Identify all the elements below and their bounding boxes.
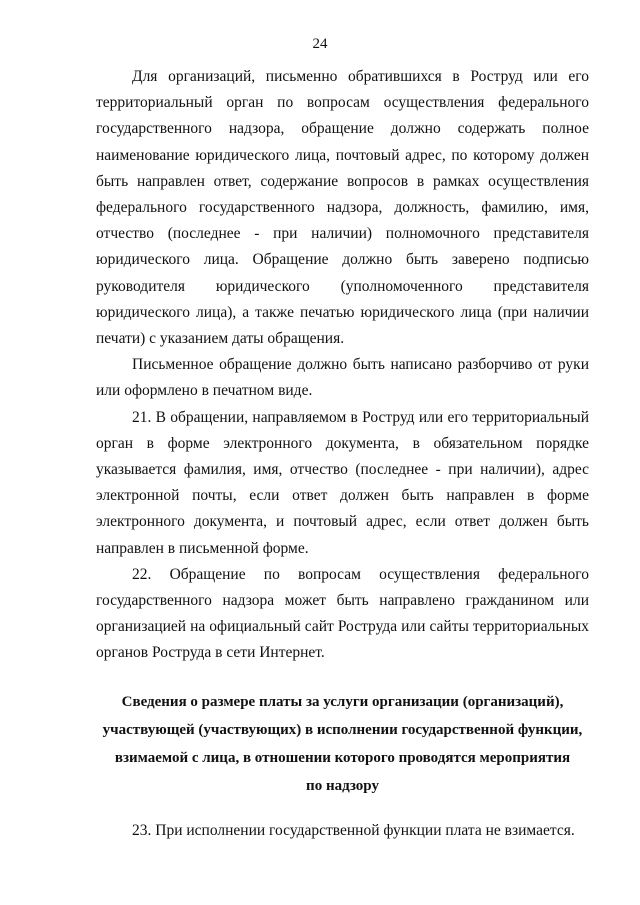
body-text — [96, 64, 589, 667]
paragraph: 22. Обращение по вопросам осуществления федерального государственного надзора может быть направлено гражданином или организацией на официальный сайт Роструда или сайты территориальных органов Роструда в сети Интернет. — [96, 565, 589, 662]
section-heading-line: Сведения о размере платы за услуги организации (организаций), — [121, 694, 564, 710]
section-heading-line: по надзору — [306, 778, 379, 794]
section-heading-line: взимаемой с лица, в отношении которого проводятся мероприятия — [114, 750, 571, 766]
paragraph: Для организаций, письменно обратившихся в Роструд или его территориальный орган по вопросам осуществления федерального государственного надзора, обращение должно содержать полное наименование юридического лица, почтовый адрес, по которому должен быть направлен ответ, содержание вопросов в рамках осуществления федерального государственного надзора, должность, фамилию, имя, отчество (последнее - при наличии) полномочного представителя юридического лица. Обращение должно быть заверено подписью руководителя юридического (уполномоченного представителя юридического лица), а также печатью юридического лица (при наличии печати) с указанием даты обращения. — [96, 68, 589, 348]
paragraph: Письменное обращение должно быть написано разборчиво от руки или оформлено в печатном виде. — [96, 356, 589, 400]
section-heading-line: участвующей (участвующих) в исполнении государственной функции, — [102, 722, 583, 738]
final-paragraph: 23. При исполнении государственной функции плата не взимается. — [132, 822, 575, 839]
section-heading — [96, 688, 589, 800]
paragraph: 21. В обращении, направляемом в Роструд или его территориальный орган в форме электронного документа, в обязательном порядке указывается фамилия, имя, отчество (последнее - при наличии), адрес электронной почты, если ответ должен быть направлен в форме электронного документа, и почтовый адрес, если ответ должен быть направлен в письменной форме. — [96, 408, 589, 557]
page-number: 24 — [312, 36, 328, 52]
